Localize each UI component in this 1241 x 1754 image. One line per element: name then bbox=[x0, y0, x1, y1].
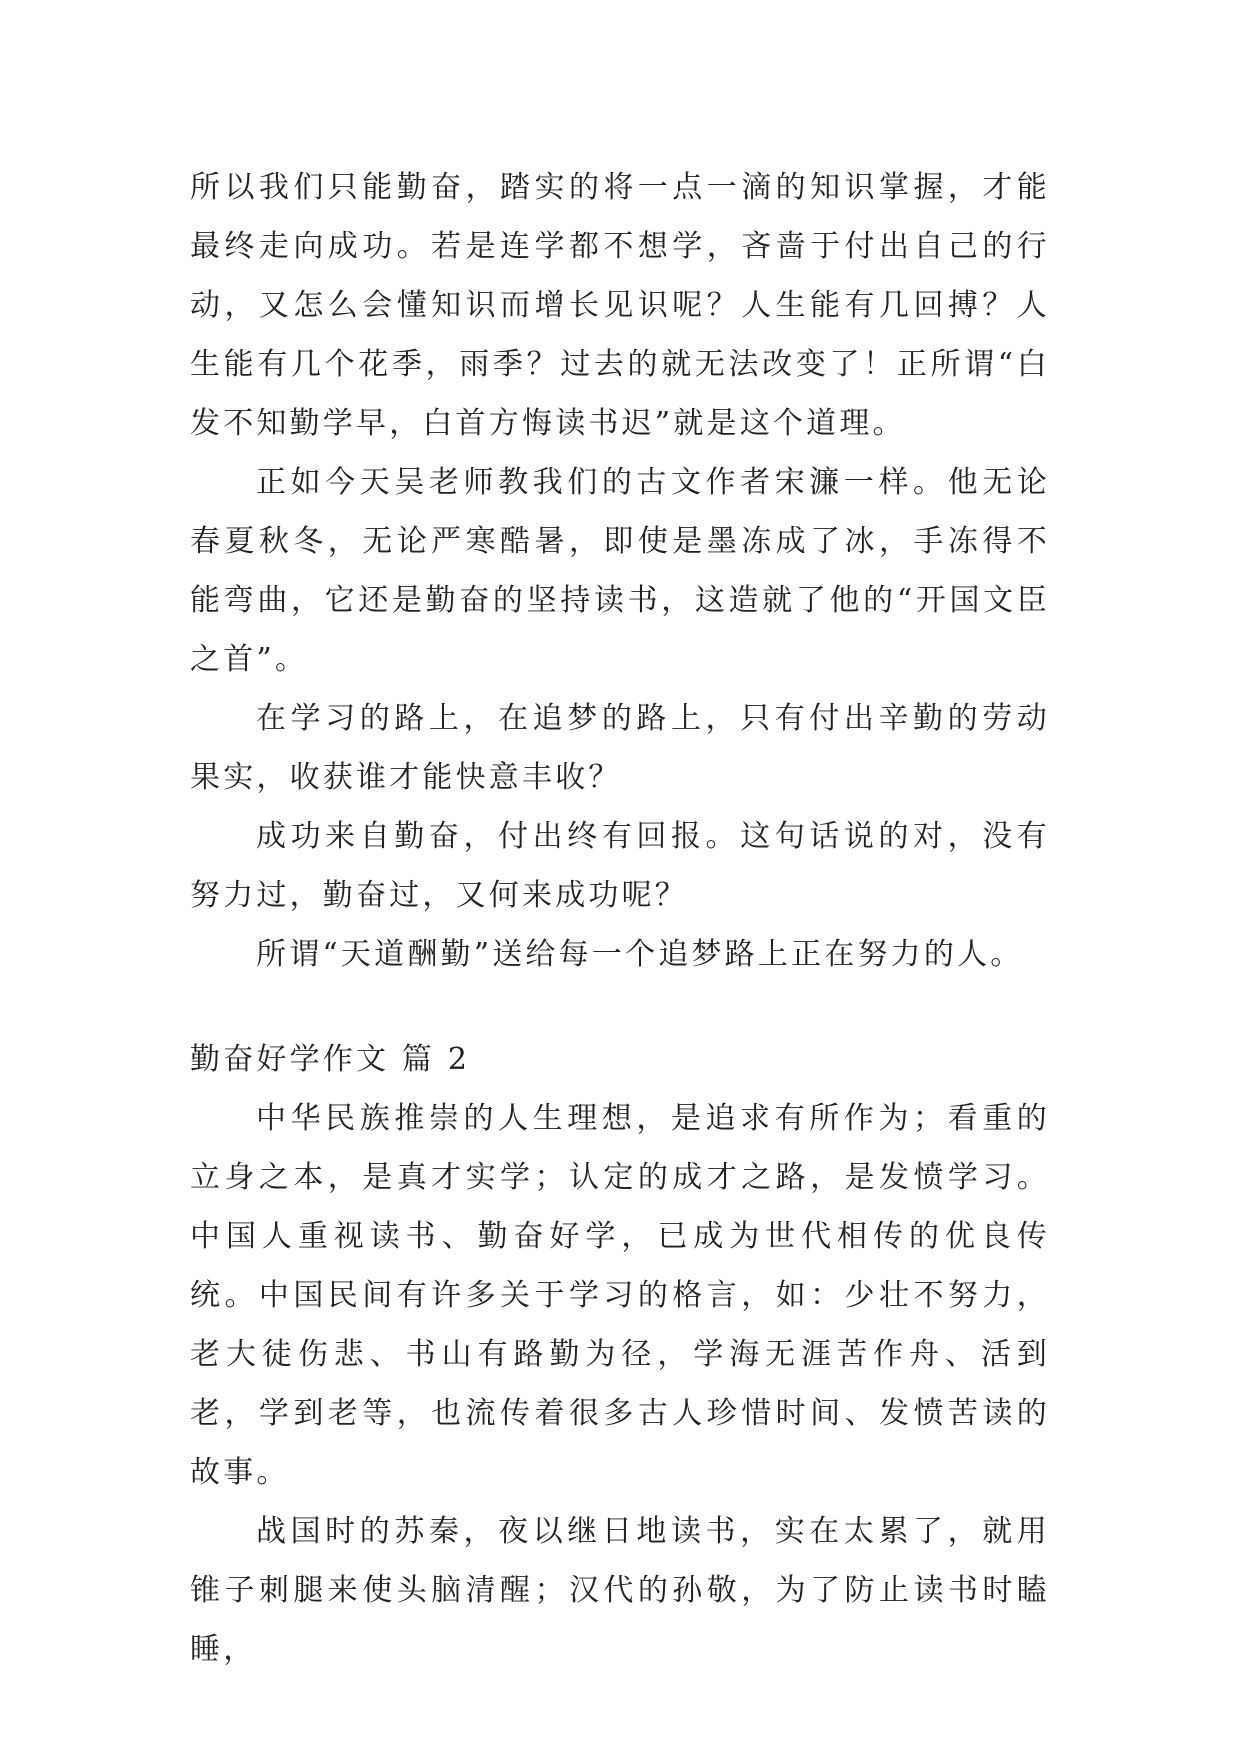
paragraph-learning-road: 在学习的路上，在追梦的路上，只有付出辛勤的劳动果实，收获谁才能快意丰收？ bbox=[190, 701, 1050, 795]
paragraph-success-from-diligence: 成功来自勤奋，付出终有回报。这句话说的对，没有努力过，勤奋过，又何来成功呢？ bbox=[190, 819, 1050, 913]
paragraph-song-lian: 正如今天吴老师教我们的古文作者宋濂一样。他无论春夏秋冬，无论严寒酷暑，即使是墨冻成了冰，手冻得不能弯曲，它还是勤奋的坚持读书，这造就了他的“开国文臣之首”。 bbox=[190, 465, 1050, 677]
paragraph-su-qin-sun-jing: 战国时的苏秦，夜以继日地读书，实在太累了，就用锥子刺腿来使头脑清醒；汉代的孙敬，为了防止读书时瞌睡， bbox=[190, 1514, 1050, 1667]
paragraph-national-tradition: 中华民族推崇的人生理想，是追求有所作为；看重的立身之本，是真才实学；认定的成才之路，是发愤学习。中国人重视读书、勤奋好学，已成为世代相传的优良传统。中国民间有许多关于学习的格言，如：少壮不努力，老大徒伤悲、书山有路勤为径，学海无涯苦作舟、活到老，学到老等，也流传着很多古人珍惜时间、发愤苦读的故事。 bbox=[190, 1101, 1050, 1490]
essay-2-body bbox=[190, 1089, 1050, 1679]
paragraph-heaven-rewards-diligence: 所谓“天道酬勤”送给每一个追梦路上正在努力的人。 bbox=[256, 937, 1024, 972]
essay-continuation bbox=[190, 158, 1050, 984]
essay-2-heading: 勤奋好学作文 篇 2 bbox=[190, 1042, 471, 1077]
paragraph-diligence-success: 所以我们只能勤奋，踏实的将一点一滴的知识掌握，才能最终走向成功。若是连学都不想学，吝啬于付出自己的行动，又怎么会懂知识而增长见识呢？人生能有几回搏？人生能有几个花季，雨季？过去的就无法改变了！正所谓“白发不知勤学早，白首方悔读书迟”就是这个道理。 bbox=[190, 170, 1050, 441]
